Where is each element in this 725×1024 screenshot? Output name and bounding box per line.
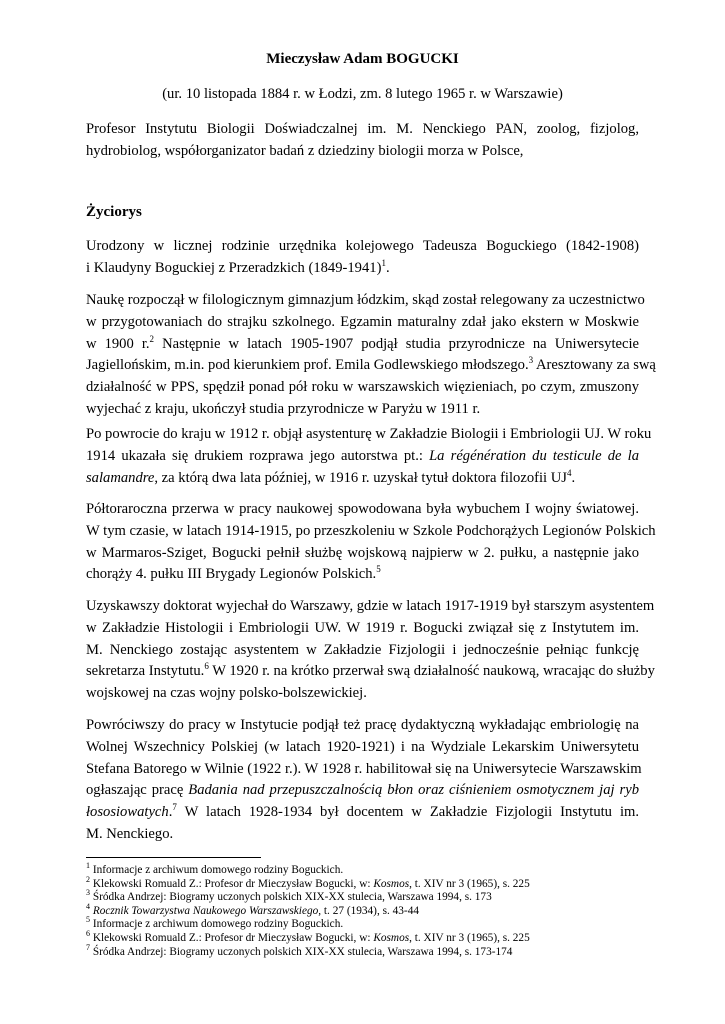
paragraph-return	[86, 424, 652, 489]
text-line: Półtoraroczna przerwa w pracy naukowej spowodowana była wybuchem I wojny światowej.	[86, 501, 639, 517]
footnote-ref[interactable]: 2	[149, 333, 155, 344]
footnote: $^7$ Śródka Andrzej: Biogramy uczonych polskich XIX-XX stulecia, Warszawa 1994, s. 173-174	[86, 942, 513, 958]
text-line: wyjechać z kraju, ukończył studia przyrodnicze w Paryżu w 1911 r.	[86, 400, 481, 417]
footnote: $^4$ Rocznik Towarzystwa Naukowego Warszawskiego, t. 27 (1934), s. 43-44	[86, 902, 419, 917]
text-line: Uzyskawszy doktorat wyjechał do Warszawy, gdzie w latach 1917-1919 był starszym asystentem	[86, 598, 655, 614]
footnote-ref[interactable]: 7	[172, 802, 177, 813]
text-line: Powróciwszy do pracy w Instytucie podjął też pracę dydaktyczną wykładając embriologię na	[86, 717, 639, 733]
paragraph-warsaw	[86, 596, 655, 705]
text-line: chorąży 4. pułku III Brygady Legionów Polskich.$^5$	[86, 564, 381, 583]
text-line: w Marmaros-Sziget, Bogucki pełnił służbę wojskową najpierw w 2. pułku, a następnie jako	[86, 544, 639, 561]
footnote-ref[interactable]: 1	[381, 257, 386, 268]
paragraph-birth	[86, 236, 639, 280]
footnote: $^1$ Informacje z archiwum domowego rodziny Boguckich.	[86, 861, 344, 876]
paragraph-war	[86, 499, 656, 586]
text-line: salamandre, za którą dwa lata później, w 1916 r. uzyskał tytuł doktora filozofii $UJ^4$.	[86, 467, 576, 486]
intro-paragraph	[86, 119, 639, 163]
text-line: Stefana Batorego w Wilnie (1922 r.). W 1928 r. habilitował się na Uniwersytecie Warszawskim	[86, 760, 642, 777]
text-line: działalność w PPS, spędził ponad pół roku w warszawskich więzieniach, po czym, zmuszony	[86, 379, 639, 396]
text-line: Profesor Instytutu Biologii Doświadczalnej im. M. Nenckiego PAN, zoolog, fizjolog,	[86, 121, 639, 137]
paragraph-teaching	[86, 715, 642, 846]
text-line: sekretarza Instytutu.$^6$ W 1920 r. na krótko przerwał swą działalność naukową, wracając do służby	[86, 661, 655, 680]
footnote: $^2$ Klekowski Romuald Z.: Profesor dr Mieczysław Bogucki, w: Kosmos, t. XIV nr 3 (1965), s. 225	[86, 874, 530, 890]
text-line: W tym czasie, w latach 1914-1915, po przeszkoleniu w Szkole Podchorążych Legionów Polskich	[86, 522, 656, 539]
footnote-divider	[86, 857, 261, 858]
footnote-ref[interactable]: 5	[376, 564, 381, 575]
text-line: M. Nenckiego zostając asystentem w Zakładzie Fizjologii i jednocześnie pełniąc funkcję	[86, 641, 639, 658]
section-heading: Życiorys	[86, 204, 142, 220]
text-line: Jagiellońskim, m.in. pod kierunkiem prof. Emila Godlewskiego młodszego.$^3$ Aresztowany za swą	[86, 355, 656, 374]
text-line: łososiowatych.$^7$ W latach 1928-1934 był docentem w Zakładzie Fizjologii Instytutu im.	[86, 802, 639, 821]
footnote-ref[interactable]: 4	[566, 467, 572, 478]
paragraph-education	[86, 290, 656, 421]
document-title: Mieczysław Adam BOGUCKI	[266, 51, 459, 67]
text-line: M. Nenckiego.	[86, 825, 174, 842]
text-line: ogłaszając pracę Badania nad przepuszczalnością błon oraz ciśnieniem osmotycznem jaj ryb	[86, 782, 639, 799]
text-line: Urodzony w licznej rodzinie urzędnika kolejowego Tadeusza Boguckiego (1842-1908)	[86, 238, 639, 254]
text-line: w Zakładzie Histologii i Embriologii UW. W 1919 r. Bogucki związał się z Instytutem im.	[86, 619, 639, 636]
text-line: Wolnej Wszechnicy Polskiej (w latach 1920-1921) i na Wydziale Lekarskim Uniwersytetu	[86, 738, 639, 755]
footnote: $^5$ Informacje z archiwum domowego rodziny Boguckich.	[86, 915, 344, 931]
text-line: w 1900 r.$^2$ Następnie w latach 1905-1907 podjął studia przyrodnicze na Uniwersytecie	[86, 333, 639, 352]
footnote-ref[interactable]: 6	[204, 661, 209, 672]
text-line: wojskowej na czas wojny polsko-bolszewickiej.	[86, 685, 367, 702]
footnote: $^6$ Klekowski Romuald Z.: Profesor dr Mieczysław Bogucki, w: Kosmos, t. XIV nr 3 (1965), s. 225	[86, 929, 530, 944]
text-line: w przygotowaniach do strajku szkolnego. Egzamin maturalny zdał jako ekstern w Moskwie	[86, 313, 639, 330]
footnote-ref[interactable]: 3	[528, 355, 534, 366]
life-dates: (ur. 10 listopada 1884 r. w Łodzi, zm. 8 lutego 1965 r. w Warszawie)	[162, 86, 563, 102]
text-line: i Klaudyny Boguckiej z Przeradzkich (1849-1941)$^1$.	[86, 257, 390, 276]
text-line: hydrobiolog, współorganizator badań z dziedziny biologii morza w Polsce,	[86, 142, 524, 159]
text-line: Naukę rozpoczął w filologicznym gimnazjum łódzkim, skąd został relegowany za uczestnictwo	[86, 292, 645, 308]
text-line: 1914 ukazała się drukiem rozprawa jego autorstwa pt.: La régénération du testicule de la	[86, 447, 639, 464]
footnote: $^3$ Śródka Andrzej: Biogramy uczonych polskich XIX-XX stulecia, Warszawa 1994, s. 173	[86, 888, 492, 904]
text-line: Po powrocie do kraju w 1912 r. objął asystenturę w Zakładzie Biologii i Embriologii UJ. W roku	[86, 426, 652, 442]
footnotes	[86, 861, 639, 959]
